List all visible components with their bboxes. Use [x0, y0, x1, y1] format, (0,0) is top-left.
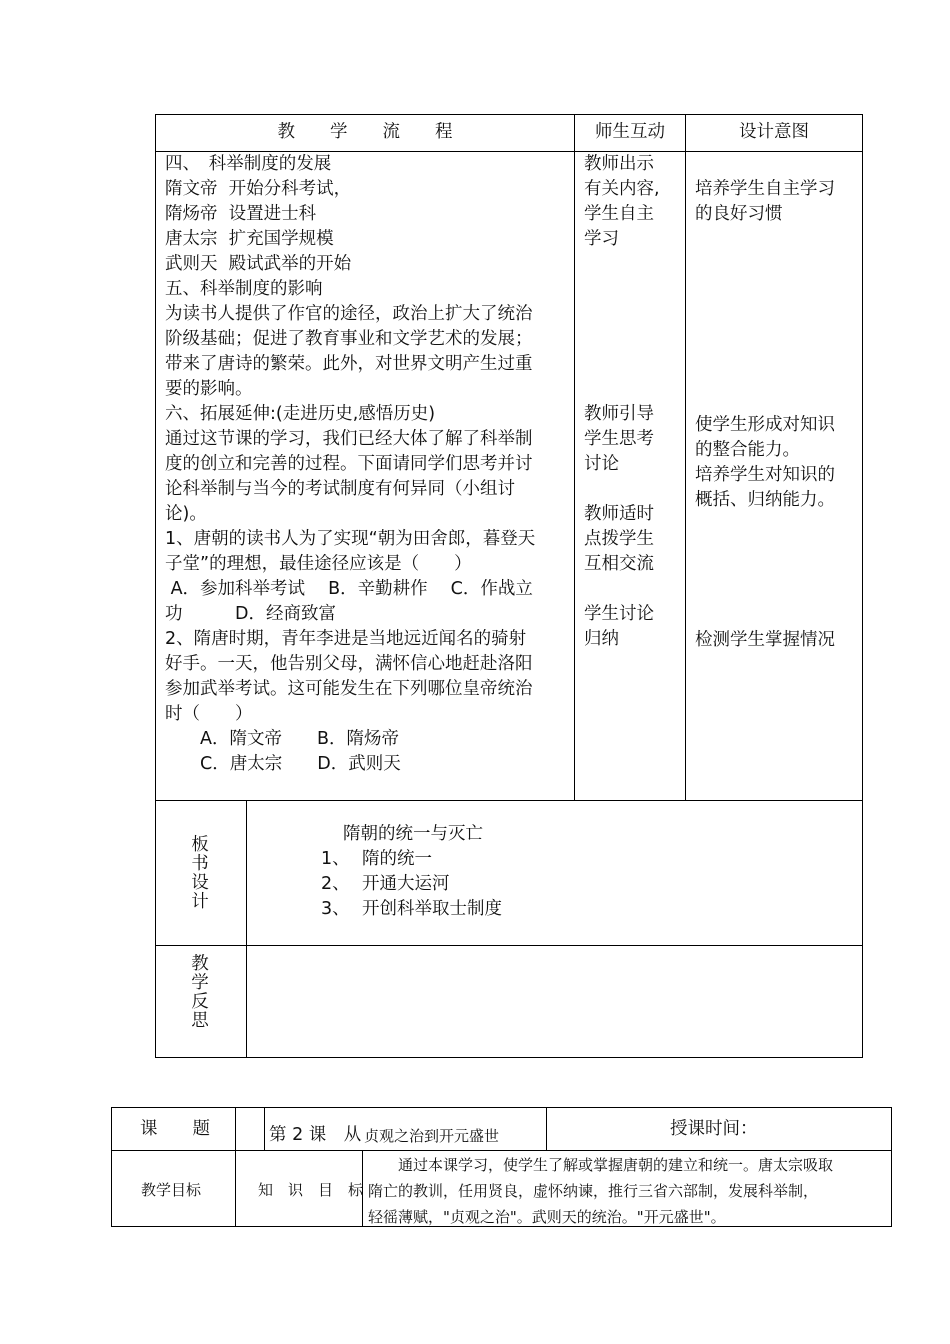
flow-line: 六、拓展延伸:(走进历史,感悟历史): [165, 404, 436, 424]
flow-line: A．参加科举考试 B．辛勤耕作 C．作战立: [165, 579, 533, 599]
flow-line: 子堂”的理想，最佳途径应该是（ ）: [165, 554, 472, 574]
board-label-char: 计: [191, 892, 209, 912]
interaction-line: 学生讨论: [584, 604, 654, 624]
flow-line: 隋文帝 开始分科考试，: [165, 179, 352, 199]
board-item-text: 开创科举取士制度: [362, 899, 502, 919]
interaction-line: 学生思考: [584, 429, 654, 449]
board-item-num: 1、: [321, 849, 350, 869]
lesson-prefix: 第 2 课 从: [269, 1125, 362, 1145]
board-title: 隋朝的统一与灭亡: [343, 824, 483, 844]
flow-line: 功 D．经商致富: [165, 604, 336, 624]
flow-line: 参加武举考试。这可能发生在下列哪位皇帝统治: [165, 679, 533, 699]
header-design-intent: 设计意图: [739, 122, 809, 142]
knowledge-goal-label: 知 识 目 标: [258, 1181, 364, 1199]
flow-line: 好手。一天，他告别父母，满怀信心地赶赴洛阳: [165, 654, 533, 674]
intent-line: 培养学生自主学习: [695, 179, 835, 199]
board-label-char: 设: [191, 873, 209, 893]
knowledge-goal-line: 隋亡的教训，任用贤良，虚怀纳谏，推行三省六部制，发展科举制，: [368, 1182, 819, 1200]
knowledge-goal-line: 轻徭薄赋，"贞观之治"。武则天的统治。"开元盛世"。: [368, 1208, 726, 1226]
intent-line: 检测学生掌握情况: [695, 630, 835, 650]
class-time-label: 授课时间：: [670, 1119, 758, 1139]
reflection-label-char: 学: [191, 973, 209, 993]
board-item-num: 3、: [321, 899, 350, 919]
intent-line: 概括、归纳能力。: [695, 490, 835, 510]
flow-line: 度的创立和完善的过程。下面请同学们思考并讨: [165, 454, 533, 474]
flow-line: 带来了唐诗的繁荣。此外，对世界文明产生过重: [165, 354, 533, 374]
interaction-line: 教师出示: [584, 154, 654, 174]
topic-label: 课 题: [140, 1119, 210, 1139]
flow-line: 要的影响。: [165, 379, 253, 399]
flow-line: 阶级基础；促进了教育事业和文学艺术的发展；: [165, 329, 533, 349]
reflection-cell[interactable]: [247, 946, 862, 1057]
interaction-line: 讨论: [584, 454, 619, 474]
board-label-char: 书: [191, 854, 209, 874]
intent-line: 的整合能力。: [695, 440, 800, 460]
interaction-line: 学习: [584, 229, 619, 249]
flow-line: 五、科举制度的影响: [165, 279, 323, 299]
interaction-line: 教师适时: [584, 504, 654, 524]
board-label-char: 板: [191, 835, 209, 855]
reflection-label-char: 反: [191, 992, 209, 1012]
board-item-num: 2、: [321, 874, 350, 894]
teaching-reflection-label: [190, 955, 210, 1031]
intent-line: 的良好习惯: [695, 204, 783, 224]
interaction-line: 有关内容,: [584, 179, 660, 199]
flow-line: 论)。: [165, 504, 207, 524]
flow-line: 隋炀帝 设置进士科: [165, 204, 317, 224]
intent-line: 使学生形成对知识: [695, 415, 835, 435]
interaction-line: 点拨学生: [584, 529, 654, 549]
flow-line: C．唐太宗 D．武则天: [165, 754, 401, 774]
reflection-label-char: 教: [191, 954, 209, 974]
flow-line: 通过这节课的学习，我们已经大体了解了科举制: [165, 429, 533, 449]
board-design-label: [190, 836, 210, 912]
flow-line: 为读书人提供了作官的途径，政治上扩大了统治: [165, 304, 533, 324]
knowledge-goal-line: 通过本课学习，使学生了解或掌握唐朝的建立和统一。唐太宗吸取: [368, 1156, 834, 1174]
flow-line: 四、 科举制度的发展: [165, 154, 332, 174]
flow-line: 武则天 殿试武举的开始: [165, 254, 352, 274]
teaching-goal-label: 教学目标: [141, 1181, 202, 1199]
flow-line: 1、唐朝的读书人为了实现“朝为田舍郎，暮登天: [165, 529, 536, 549]
intent-line: 培养学生对知识的: [695, 465, 835, 485]
reflection-label-char: 思: [191, 1011, 209, 1031]
header-teaching-flow: 教 学 流 程: [277, 122, 453, 142]
flow-line: 唐太宗 扩充国学规模: [165, 229, 334, 249]
flow-line: 2、隋唐时期，青年李进是当地远近闻名的骑射: [165, 629, 527, 649]
lesson-title: 贞观之治到开元盛世: [364, 1127, 500, 1145]
flow-line: 时（ ）: [165, 704, 253, 724]
flow-line: A．隋文帝 B．隋炀帝: [165, 729, 399, 749]
interaction-line: 学生自主: [584, 204, 654, 224]
interaction-line: 互相交流: [584, 554, 654, 574]
header-interaction: 师生互动: [595, 122, 665, 142]
flow-line: 论科举制与当今的考试制度有何异同（小组讨: [165, 479, 515, 499]
interaction-line: 教师引导: [584, 404, 654, 424]
board-item-text: 隋的统一: [362, 849, 432, 869]
interaction-line: 归纳: [584, 629, 619, 649]
board-item-text: 开通大运河: [362, 874, 450, 894]
